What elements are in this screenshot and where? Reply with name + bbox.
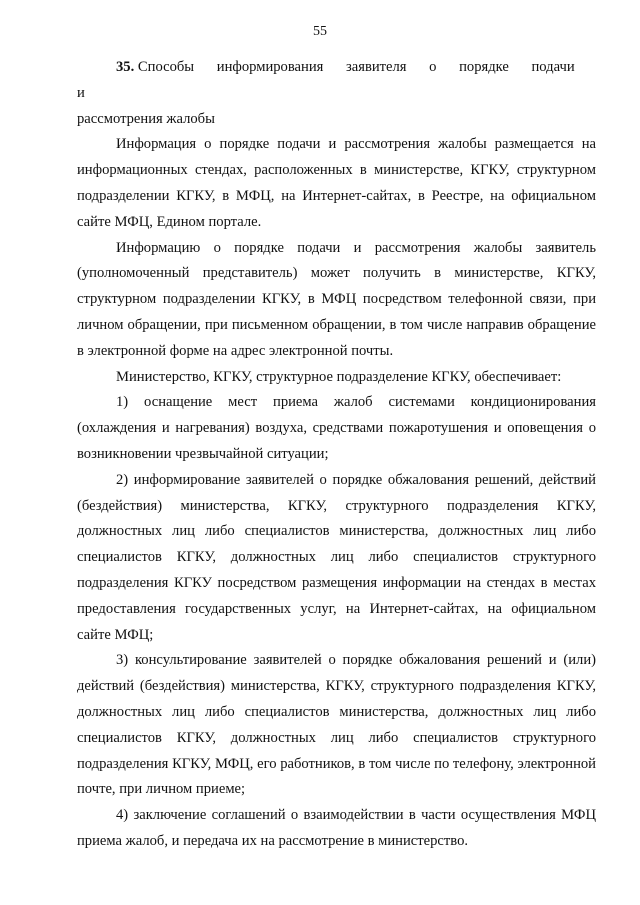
document-body <box>77 55 596 855</box>
paragraph-info-placement: Информация о порядке подачи и рассмотрения жалобы размещается на информационных стендах, расположенных в министерстве, КГКУ, структурном подразделении КГКУ, в МФЦ, на Интернет-сайтах, в Реестре, на официальном сайте МФЦ, Едином портале. <box>77 136 596 230</box>
list-item-2: 2) информирование заявителей о порядке обжалования решений, действий (бездействия) министерства, КГКУ, структурного подразделения КГКУ, должностных лиц либо специалистов министерства, должностных лиц либо специалистов КГКУ, должностных лиц либо специалистов структурного подразделения КГКУ посредством размещения информации на стендах в местах предоставления государственных услуг, на Интернет-сайтах, на официальном сайте МФЦ; <box>77 471 596 643</box>
section-number: 35. <box>116 59 135 75</box>
page-number: 55 <box>313 24 327 39</box>
list-item-3: 3) консультирование заявителей о порядке обжалования решений и (или) действий (бездействия) министерства, КГКУ, структурного подразделения КГКУ, должностных лиц либо специалистов министерства, должностных лиц либо специалистов КГКУ, должностных лиц либо специалистов структурного подразделения КГКУ, МФЦ, его работников, в том числе по телефону, электронной почте, при личном приеме; <box>77 652 596 798</box>
list-item-4: 4) заключение соглашений о взаимодействии в части осуществления МФЦ приема жалоб, и передача их на рассмотрение в министерство. <box>77 807 596 849</box>
paragraph-info-obtaining: Информацию о порядке подачи и рассмотрения жалобы заявитель (уполномоченный представитель) может получить в министерстве, КГКУ, структурном подразделении КГКУ, в МФЦ посредством телефонной связи, при личном обращении, при письменном обращении, в том числе направив обращение в электронной форме на адрес электронной почты. <box>77 239 596 359</box>
section-heading <box>77 55 596 132</box>
section-title-line2: рассмотрения жалобы <box>77 110 215 127</box>
section-title-line1: Способы информирования заявителя о порядке подачи и <box>77 59 575 101</box>
list-item-1: 1) оснащение мест приема жалоб системами кондиционирования (охлаждения и нагревания) воздуха, средствами пожаротушения и оповещения о возникновении чрезвычайной ситуации; <box>77 394 596 462</box>
paragraph-provides-intro: Министерство, КГКУ, структурное подразделение КГКУ, обеспечивает: <box>116 368 562 385</box>
